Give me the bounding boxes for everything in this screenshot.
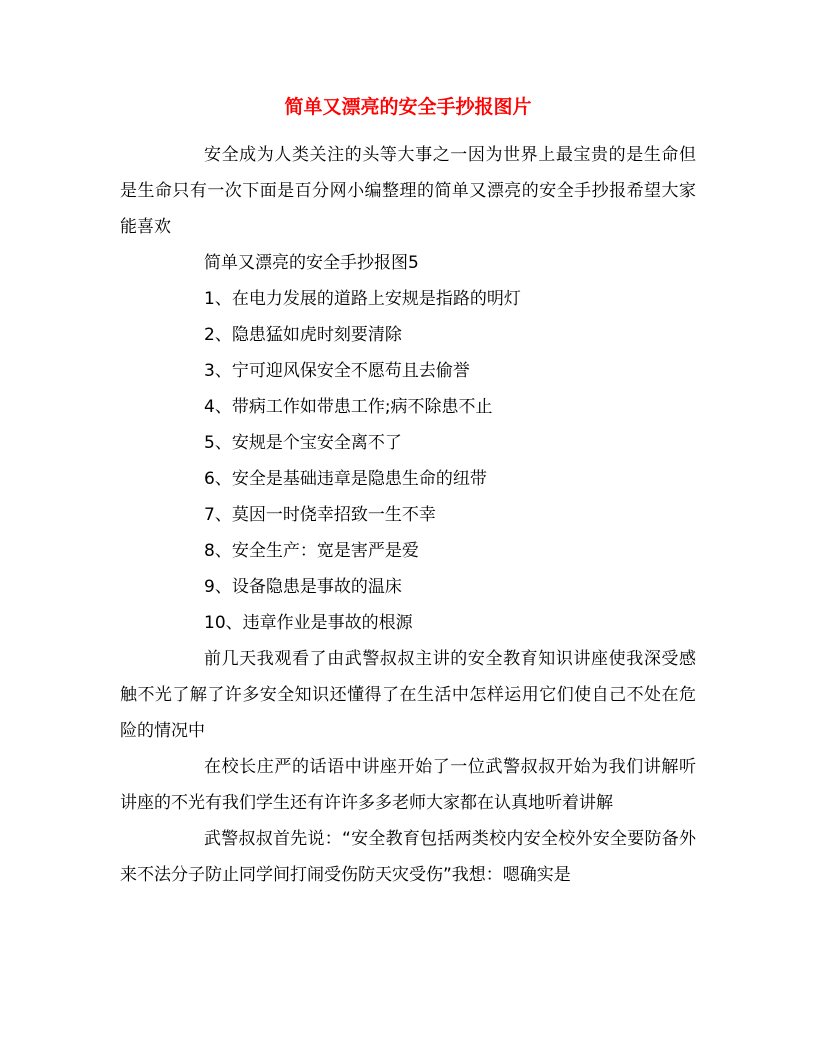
slogan-list (120, 281, 696, 641)
subheading: 简单又漂亮的安全手抄报图5 (204, 253, 419, 273)
document-body (120, 137, 696, 893)
intro-paragraph: 安全成为人类关注的头等大事之一因为世界上最宝贵的是生命但是生命只有一次下面是百分网小编整理的简单又漂亮的安全手抄报希望大家能喜欢 (120, 145, 696, 237)
slogan-item: 8、安全生产：宽是害严是爱 (204, 541, 419, 561)
slogan-item: 10、违章作业是事故的根源 (204, 613, 413, 633)
slogan-item: 7、莫因一时侥幸招致一生不幸 (204, 505, 436, 525)
slogan-item: 4、带病工作如带患工作;病不除患不止 (204, 397, 493, 417)
body-paragraph-1: 前几天我观看了由武警叔叔主讲的安全教育知识讲座使我深受感触不光了解了许多安全知识还懂得了在生活中怎样运用它们使自己不处在危险的情况中 (120, 649, 696, 741)
slogan-item: 6、安全是基础违章是隐患生命的纽带 (204, 469, 487, 489)
body-paragraph-3: 武警叔叔首先说：“安全教育包括两类校内安全校外安全要防备外来不法分子防止同学间打闹受伤防天灾受伤”我想：嗯确实是 (120, 829, 696, 885)
document-title: 简单又漂亮的安全手抄报图片 (284, 96, 532, 118)
slogan-item: 3、宁可迎风保安全不愿苟且去偷誉 (204, 361, 470, 381)
slogan-item: 1、在电力发展的道路上安规是指路的明灯 (204, 289, 521, 309)
body-paragraph-2: 在校长庄严的话语中讲座开始了一位武警叔叔开始为我们讲解听讲座的不光有我们学生还有许许多多老师大家都在认真地听着讲解 (120, 757, 696, 813)
slogan-item: 9、设备隐患是事故的温床 (204, 577, 402, 597)
slogan-item: 5、安规是个宝安全离不了 (204, 433, 402, 453)
slogan-item: 2、隐患猛如虎时刻要清除 (204, 325, 402, 345)
